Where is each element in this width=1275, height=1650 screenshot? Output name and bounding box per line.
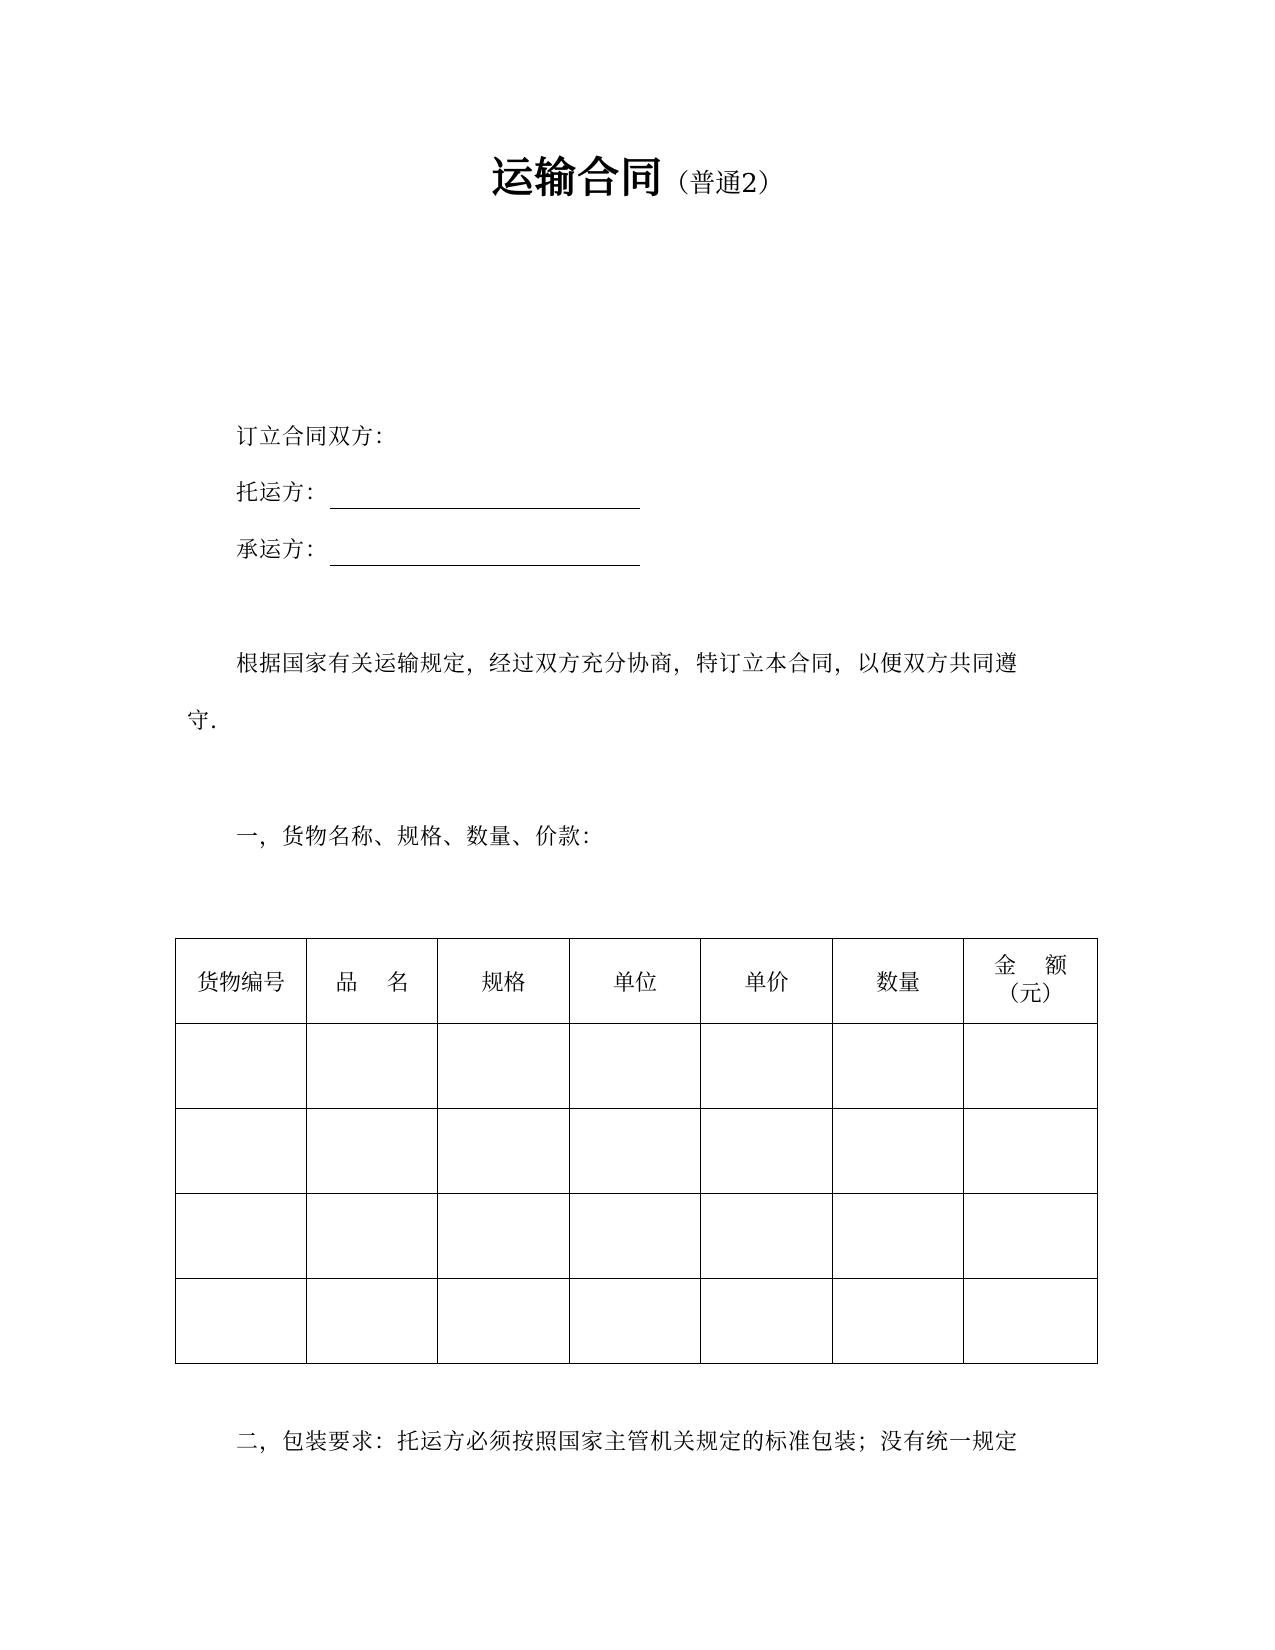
header-goods-code: 货物编号 xyxy=(176,939,307,1024)
carrier-blank xyxy=(330,543,640,566)
intro-line-2: 守. xyxy=(187,709,218,734)
table-cell[interactable] xyxy=(438,1109,570,1194)
table-cell[interactable] xyxy=(964,1109,1098,1194)
section-1-heading: 一，货物名称、规格、数量、价款： xyxy=(236,825,605,850)
table-row xyxy=(176,1109,1098,1194)
parties-heading: 订立合同双方： xyxy=(236,425,398,450)
table-cell[interactable] xyxy=(176,1109,307,1194)
goods-table xyxy=(175,938,1098,1364)
header-amount-label: 金 额 xyxy=(994,954,1067,979)
table-cell[interactable] xyxy=(833,1194,964,1279)
header-amount xyxy=(964,939,1098,1024)
goods-table-header-row xyxy=(176,939,1098,1024)
table-cell[interactable] xyxy=(438,1194,570,1279)
table-row xyxy=(176,1024,1098,1109)
table-cell[interactable] xyxy=(570,1194,701,1279)
header-product-name: 品 名 xyxy=(307,939,438,1024)
table-cell[interactable] xyxy=(176,1024,307,1109)
table-cell[interactable] xyxy=(964,1024,1098,1109)
table-row xyxy=(176,1194,1098,1279)
table-cell[interactable] xyxy=(307,1024,438,1109)
carrier-label: 承运方： xyxy=(236,538,329,563)
table-cell[interactable] xyxy=(438,1279,570,1364)
table-cell[interactable] xyxy=(570,1279,701,1364)
table-cell[interactable] xyxy=(176,1194,307,1279)
header-unit-price: 单价 xyxy=(701,939,833,1024)
table-cell[interactable] xyxy=(570,1024,701,1109)
table-cell[interactable] xyxy=(833,1279,964,1364)
table-cell[interactable] xyxy=(964,1194,1098,1279)
carrier-line xyxy=(236,536,640,566)
table-cell[interactable] xyxy=(570,1109,701,1194)
table-cell[interactable] xyxy=(833,1109,964,1194)
table-cell[interactable] xyxy=(701,1194,833,1279)
table-cell[interactable] xyxy=(701,1024,833,1109)
table-cell[interactable] xyxy=(833,1024,964,1109)
header-specification: 规格 xyxy=(438,939,570,1024)
intro-line-1: 根据国家有关运输规定，经过双方充分协商，特订立本合同，以便双方共同遵 xyxy=(236,652,1019,677)
table-cell[interactable] xyxy=(307,1194,438,1279)
table-cell[interactable] xyxy=(307,1109,438,1194)
title-main: 运输合同 xyxy=(491,153,664,202)
table-cell[interactable] xyxy=(701,1279,833,1364)
table-cell[interactable] xyxy=(964,1279,1098,1364)
table-cell[interactable] xyxy=(307,1279,438,1364)
document-title xyxy=(0,145,1275,205)
header-unit: 单位 xyxy=(570,939,701,1024)
shipper-line xyxy=(236,479,640,509)
shipper-label: 托运方： xyxy=(236,481,329,506)
table-row xyxy=(176,1279,1098,1364)
header-amount-unit: （元） xyxy=(997,982,1064,1007)
shipper-blank xyxy=(330,486,640,509)
header-quantity: 数量 xyxy=(833,939,964,1024)
table-cell[interactable] xyxy=(438,1024,570,1109)
table-cell[interactable] xyxy=(176,1279,307,1364)
table-cell[interactable] xyxy=(701,1109,833,1194)
title-subtitle: （普通2） xyxy=(663,169,784,199)
section-2-text: 二，包装要求：托运方必须按照国家主管机关规定的标准包装；没有统一规定 xyxy=(236,1430,1019,1455)
